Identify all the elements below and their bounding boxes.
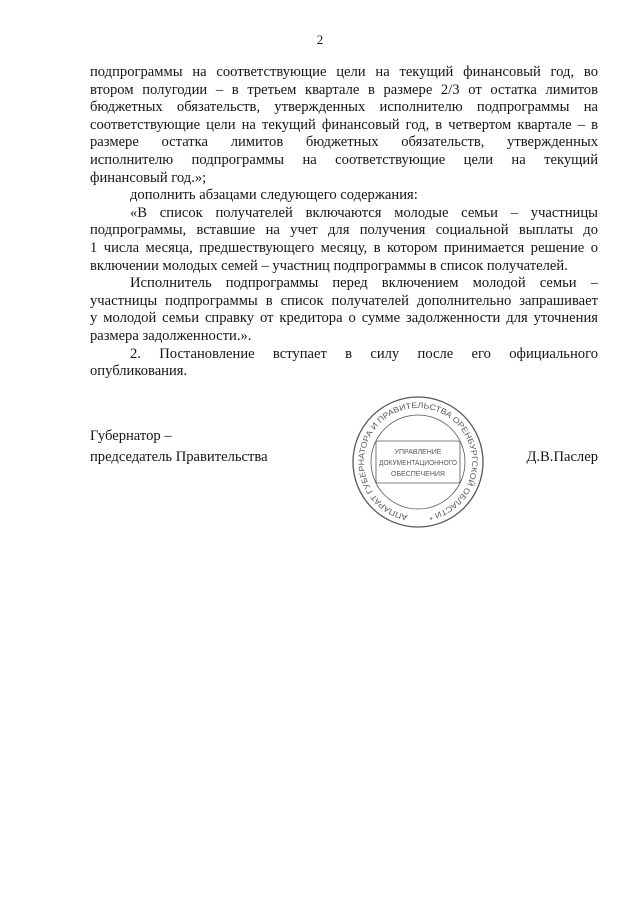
page-number: 2 bbox=[316, 32, 324, 47]
paragraph-recipients-list bbox=[90, 205, 598, 275]
body-line: исполнителю подпрограммы на соответствующие цели на текущий bbox=[90, 151, 598, 168]
official-stamp bbox=[350, 394, 486, 530]
body-line: бюджетных обязательств, утвержденных исполнителю подпрограммы на bbox=[90, 99, 598, 116]
body-line: финансовый год.»; bbox=[90, 169, 207, 186]
body-line: 2. Постановление вступает в силу после его официального bbox=[130, 345, 598, 362]
body-line: включении молодых семей – участниц подпрограммы в список получателей. bbox=[90, 257, 568, 274]
body-line: у молодой семьи справку от кредитора о сумме задолженности для уточнения bbox=[90, 310, 598, 327]
body-line: подпрограммы на соответствующие цели на текущий финансовый год, во bbox=[90, 64, 598, 80]
body-line: участницы подпрограммы в список получателей дополнительно запрашивает bbox=[90, 292, 598, 309]
stamp-center-line: УПРАВЛЕНИЕ bbox=[394, 449, 442, 456]
paragraph-amendment-intro bbox=[90, 187, 598, 205]
body-line: «В список получателей включаются молодые семьи – участницы bbox=[130, 204, 598, 221]
body-line: размера задолженности.». bbox=[90, 327, 252, 344]
signatory-title bbox=[90, 426, 268, 468]
body-line: размере остатка лимитов бюджетных обязательств, утвержденных bbox=[90, 134, 598, 151]
body-line: Исполнитель подпрограммы перед включением молодой семьи – bbox=[130, 275, 598, 292]
paragraph-debt-certificate bbox=[90, 275, 598, 345]
stamp-center-line: ОБЕСПЕЧЕНИЯ bbox=[391, 471, 445, 478]
body-line: втором полугодии – в третьем квартале в размере 2/3 от остатка лимитов bbox=[90, 81, 598, 98]
signatory-title-line: председатель Правительства bbox=[90, 449, 268, 465]
body-line: соответствующие цели на текущий финансовый год, в четвертом квартале – в bbox=[90, 116, 598, 133]
paragraph-continuation bbox=[90, 64, 598, 187]
stamp-ring-textpath: АППАРАТ ГУБЕРНАТОРА И ПРАВИТЕЛЬСТВА ОРЕНБУРГСКОЙ ОБЛАСТИ * bbox=[356, 400, 480, 522]
body-line: подпрограммы, вставшие на учет для получения социальной выплаты до bbox=[90, 222, 598, 239]
document-body bbox=[90, 64, 598, 381]
paragraph-entry-into-force bbox=[90, 346, 598, 381]
body-line: 1 числа месяца, предшествующего месяцу, в котором принимается решение о bbox=[90, 239, 598, 256]
signatory-name: Д.В.Паслер bbox=[526, 449, 598, 465]
body-line: опубликования. bbox=[90, 363, 188, 380]
body-line: дополнить абзацами следующего содержания: bbox=[130, 187, 418, 204]
stamp-center-line: ДОКУМЕНТАЦИОННОГО bbox=[379, 460, 458, 467]
signatory-title-line: Губернатор – bbox=[90, 428, 172, 444]
